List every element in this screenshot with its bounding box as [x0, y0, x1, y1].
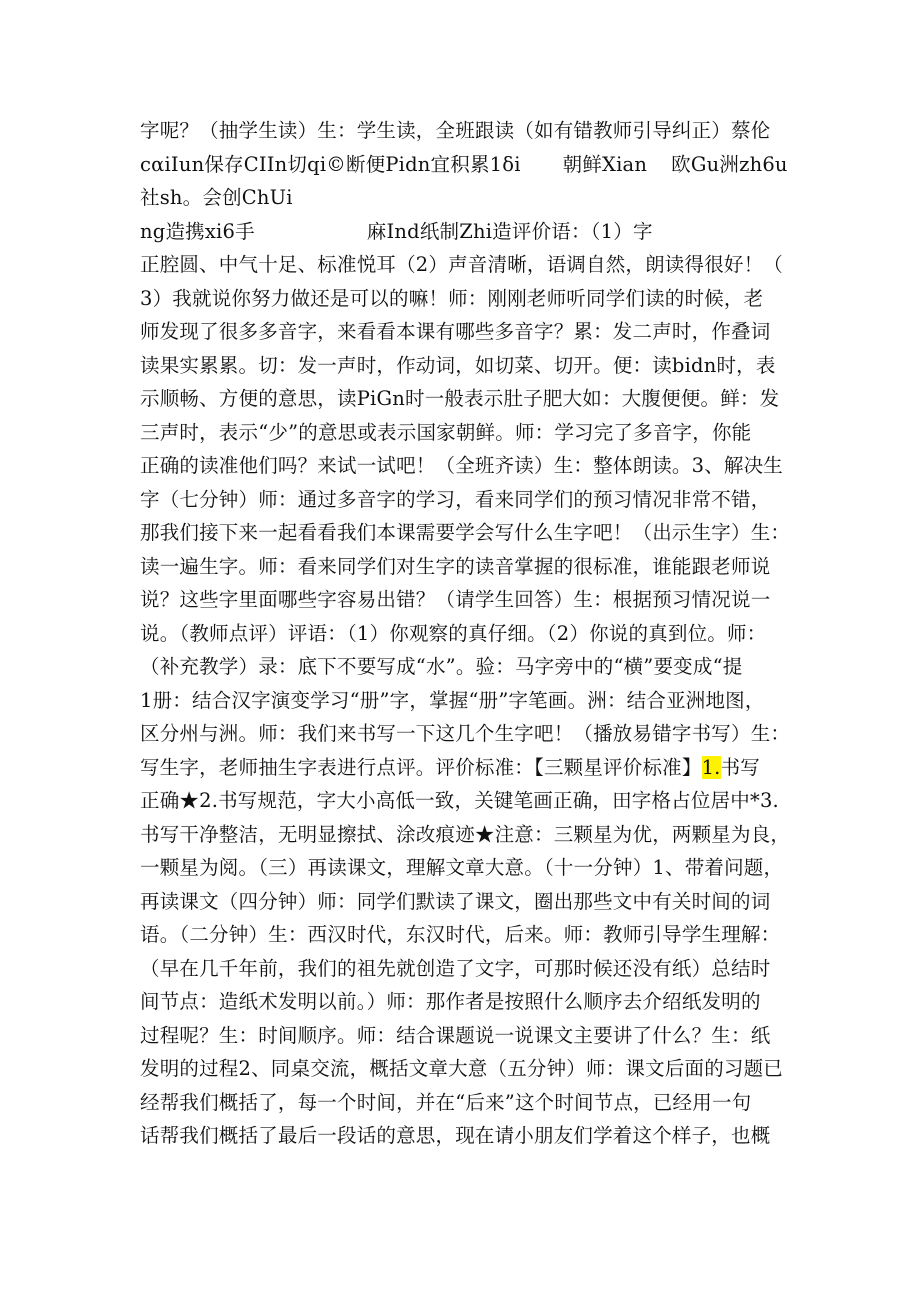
pinyin-note: cαiIun保存CIIn切qi©断便Pidn宜积累1δi [140, 152, 521, 176]
text-line: 过程呢？生：时间顺序。师：结合课题说一说课文主要讲了什么？生：纸 [140, 1023, 771, 1047]
text-line: 经帮我们概括了，每一个时间，并在“后来”这个时间节点，已经用一句 [140, 1090, 752, 1114]
text-line: 读一遍生字。师：看来同学们对生字的读音掌握的很标准，谁能跟老师说 [140, 554, 771, 578]
text-line: 1册：结合汉字演变学习“册”字，掌握“册”字笔画。洲：结合亚洲地图， [140, 688, 765, 712]
text-line: 正确★2.书写规范，字大小高低一致，关键笔画正确，田字格占位居中*3. [140, 789, 779, 812]
pinyin-note: 欧Gu洲zh6u [671, 152, 788, 176]
text-line: 师发现了很多多音字，来看看本课有哪些多音字？累：发二声时，作叠词 [140, 320, 771, 343]
text-line: 3）我就说你努力做还是可以的嘛！师：刚刚老师听同学们读的时候，老 [140, 286, 764, 310]
text-line: 读果实累累。切：发一声时，作动词，如切菜、切开。便：读bidn时，表 [140, 353, 776, 377]
pinyin-note: ng造携xi6手 [140, 219, 255, 243]
text-line: 话帮我们概括了最后一段话的意思，现在请小朋友们学着这个样子，也概 [140, 1124, 771, 1147]
highlighted-text: 1. [701, 755, 721, 779]
text-line: （补充教学）录：底下不要写成“水”。验：马字旁中的“横”要变成“提 [140, 655, 743, 678]
text-line: 发明的过程2、同桌交流，概括文章大意（五分钟）师：课文后面的习题已 [140, 1057, 784, 1080]
text-line: 正确的读准他们吗？来试一试吧！（全班齐读）生：整体朗读。3、解决生 [140, 454, 784, 477]
text-line: 语。（二分钟）生：西汉时代，东汉时代，后来。师：教师引导学生理解： [140, 923, 781, 946]
text-line: 区分州与洲。师：我们来书写一下这几个生字吧！（播放易错字书写）生： [140, 722, 791, 745]
text-line: 三声时，表示“少”的意思或表示国家朝鲜。师：学习完了多音字，你能 [140, 420, 752, 444]
text-line-pinyin-notes [140, 148, 790, 182]
text-line: 字呢？（抽学生读）生：学生读，全班跟读（如有错教师引导纠正）蔡伦 [140, 119, 771, 142]
line-text-after-highlight: 书写 [720, 755, 760, 779]
text-line: 书写干净整洁，无明显擦拭、涂改痕迹★注意：三颗星为优，两颗星为良， [140, 822, 791, 846]
pinyin-note: 麻Ind纸制Zhi造评价语：（1）字 [366, 219, 653, 243]
text-line: 社sh。会创ChUi [140, 186, 293, 209]
text-line: 间节点：造纸术发明以前。）师：那作者是按照什么顺序去介绍纸发明的 [140, 990, 761, 1013]
text-line: 一颗星为阅。（三）再读课文，理解文章大意。（十一分钟）1、带着问题， [140, 856, 784, 879]
body-text [140, 114, 790, 1153]
text-line: 再读课文（四分钟）师：同学们默读了课文，圈出那些文中有关时间的词 [140, 889, 771, 913]
line-text-before-highlight: 写生字，老师抽生字表进行点评。评价标准：【三颗星评价标准】 [140, 755, 702, 779]
text-line-pinyin-notes [140, 215, 790, 249]
text-line: （早在几千年前，我们的祖先就创造了文字，可那时候还没有纸）总结时 [140, 956, 771, 980]
text-line: 说？这些字里面哪些字容易出错？（请学生回答）生：根据预习情况说一 [140, 588, 771, 611]
text-line: 正腔圆、中气十足、标准悦耳（2）声音清晰，语调自然，朗读得很好！（ [140, 253, 784, 276]
text-line: 字（七分钟）师：通过多音字的学习，看来同学们的预习情况非常不错， [140, 487, 771, 511]
pinyin-note: 朝鲜Xian [562, 152, 648, 176]
text-line: 那我们接下来一起看看我们本课需要学会写什么生字吧！（出示生字）生： [140, 521, 791, 544]
text-line: 说。（教师点评）评语：（1）你观察的真仔细。（2）你说的真到位。师： [140, 621, 767, 645]
text-line-with-highlight [140, 751, 790, 785]
text-line: 示顺畅、方便的意思，读PiGn时一般表示肚子肥大如：大腹便便。鲜：发 [140, 387, 780, 410]
